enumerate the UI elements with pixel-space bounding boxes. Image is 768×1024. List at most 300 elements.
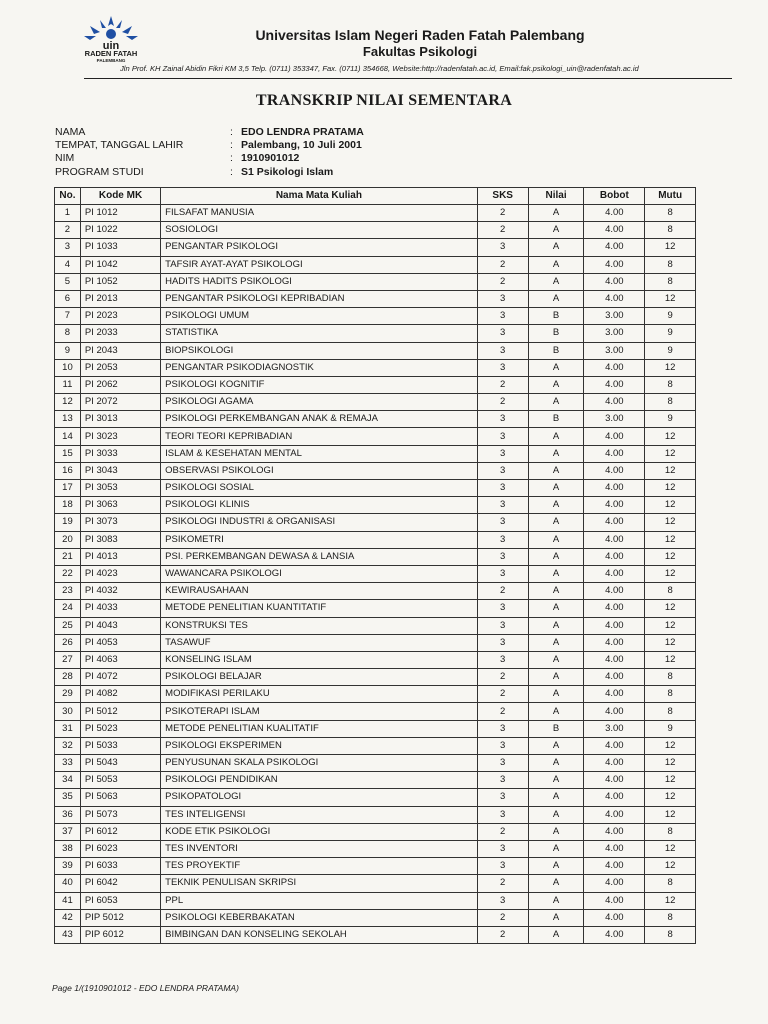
cell-no: 30 bbox=[55, 703, 81, 720]
cell-nilai: A bbox=[528, 755, 584, 772]
cell-kode-mk: PI 1042 bbox=[80, 256, 160, 273]
cell-sks: 3 bbox=[477, 480, 528, 497]
cell-mutu: 12 bbox=[645, 617, 696, 634]
cell-no: 22 bbox=[55, 565, 81, 582]
cell-nama-mata-kuliah: ISLAM & KESEHATAN MENTAL bbox=[161, 445, 477, 462]
cell-bobot: 4.00 bbox=[584, 703, 645, 720]
cell-bobot: 4.00 bbox=[584, 239, 645, 256]
identity-label: TEMPAT, TANGGAL LAHIR bbox=[55, 139, 184, 152]
cell-no: 33 bbox=[55, 755, 81, 772]
cell-nilai: A bbox=[528, 840, 584, 857]
identity-value: S1 Psikologi Islam bbox=[241, 165, 334, 178]
cell-bobot: 4.00 bbox=[584, 565, 645, 582]
cell-no: 42 bbox=[55, 909, 81, 926]
header-no: No. bbox=[55, 188, 81, 205]
cell-kode-mk: PI 4032 bbox=[80, 583, 160, 600]
cell-kode-mk: PI 4043 bbox=[80, 617, 160, 634]
cell-sks: 2 bbox=[477, 875, 528, 892]
cell-nilai: A bbox=[528, 600, 584, 617]
cell-kode-mk: PI 5033 bbox=[80, 737, 160, 754]
cell-nama-mata-kuliah: BIMBINGAN DAN KONSELING SEKOLAH bbox=[161, 926, 477, 943]
cell-no: 40 bbox=[55, 875, 81, 892]
cell-mutu: 9 bbox=[645, 720, 696, 737]
cell-nama-mata-kuliah: PSIKOLOGI EKSPERIMEN bbox=[161, 737, 477, 754]
cell-mutu: 12 bbox=[645, 428, 696, 445]
cell-nilai: A bbox=[528, 428, 584, 445]
cell-mutu: 12 bbox=[645, 755, 696, 772]
cell-sks: 3 bbox=[477, 600, 528, 617]
cell-no: 41 bbox=[55, 892, 81, 909]
cell-nama-mata-kuliah: STATISTIKA bbox=[161, 325, 477, 342]
cell-nilai: A bbox=[528, 480, 584, 497]
cell-bobot: 4.00 bbox=[584, 858, 645, 875]
table-row bbox=[55, 308, 696, 325]
cell-kode-mk: PI 4023 bbox=[80, 565, 160, 582]
cell-bobot: 4.00 bbox=[584, 686, 645, 703]
table-row bbox=[55, 686, 696, 703]
header-sks: SKS bbox=[477, 188, 528, 205]
cell-sks: 3 bbox=[477, 651, 528, 668]
cell-no: 9 bbox=[55, 342, 81, 359]
identity-colon: : bbox=[230, 126, 233, 138]
cell-kode-mk: PI 4082 bbox=[80, 686, 160, 703]
cell-kode-mk: PI 3033 bbox=[80, 445, 160, 462]
cell-sks: 3 bbox=[477, 290, 528, 307]
cell-bobot: 4.00 bbox=[584, 909, 645, 926]
identity-label: PROGRAM STUDI bbox=[55, 165, 144, 178]
cell-sks: 3 bbox=[477, 411, 528, 428]
cell-sks: 2 bbox=[477, 273, 528, 290]
cell-nilai: A bbox=[528, 617, 584, 634]
cell-kode-mk: PI 4013 bbox=[80, 548, 160, 565]
cell-nama-mata-kuliah: TASAWUF bbox=[161, 634, 477, 651]
cell-sks: 3 bbox=[477, 359, 528, 376]
cell-bobot: 4.00 bbox=[584, 823, 645, 840]
cell-nilai: A bbox=[528, 359, 584, 376]
cell-nilai: A bbox=[528, 858, 584, 875]
cell-bobot: 3.00 bbox=[584, 411, 645, 428]
cell-sks: 2 bbox=[477, 909, 528, 926]
table-row bbox=[55, 858, 696, 875]
cell-mutu: 12 bbox=[645, 806, 696, 823]
cell-mutu: 12 bbox=[645, 239, 696, 256]
cell-nama-mata-kuliah: PENYUSUNAN SKALA PSIKOLOGI bbox=[161, 755, 477, 772]
cell-no: 36 bbox=[55, 806, 81, 823]
cell-sks: 2 bbox=[477, 205, 528, 222]
cell-mutu: 8 bbox=[645, 222, 696, 239]
cell-kode-mk: PI 5073 bbox=[80, 806, 160, 823]
cell-no: 16 bbox=[55, 462, 81, 479]
cell-kode-mk: PI 6033 bbox=[80, 858, 160, 875]
cell-kode-mk: PI 2013 bbox=[80, 290, 160, 307]
cell-nama-mata-kuliah: BIOPSIKOLOGI bbox=[161, 342, 477, 359]
cell-nilai: A bbox=[528, 548, 584, 565]
cell-nilai: A bbox=[528, 394, 584, 411]
cell-nama-mata-kuliah: PSIKOLOGI AGAMA bbox=[161, 394, 477, 411]
table-row bbox=[55, 445, 696, 462]
page-title: TRANSKRIP NILAI SEMENTARA bbox=[255, 92, 513, 109]
cell-no: 26 bbox=[55, 634, 81, 651]
cell-mutu: 12 bbox=[645, 359, 696, 376]
cell-bobot: 4.00 bbox=[584, 290, 645, 307]
cell-no: 21 bbox=[55, 548, 81, 565]
cell-nilai: A bbox=[528, 634, 584, 651]
cell-nama-mata-kuliah: PSI. PERKEMBANGAN DEWASA & LANSIA bbox=[161, 548, 477, 565]
cell-sks: 2 bbox=[477, 376, 528, 393]
cell-no: 1 bbox=[55, 205, 81, 222]
table-row bbox=[55, 926, 696, 943]
cell-bobot: 4.00 bbox=[584, 359, 645, 376]
cell-bobot: 4.00 bbox=[584, 445, 645, 462]
cell-kode-mk: PIP 6012 bbox=[80, 926, 160, 943]
cell-bobot: 4.00 bbox=[584, 205, 645, 222]
cell-bobot: 4.00 bbox=[584, 755, 645, 772]
cell-nilai: A bbox=[528, 273, 584, 290]
table-row bbox=[55, 428, 696, 445]
cell-mutu: 8 bbox=[645, 394, 696, 411]
cell-bobot: 4.00 bbox=[584, 926, 645, 943]
logo-subcaption: PALEMBANG bbox=[96, 58, 126, 63]
header-nilai: Nilai bbox=[528, 188, 584, 205]
cell-sks: 3 bbox=[477, 428, 528, 445]
cell-bobot: 4.00 bbox=[584, 548, 645, 565]
cell-bobot: 4.00 bbox=[584, 428, 645, 445]
logo-uin-text: uin bbox=[102, 40, 120, 52]
uin-emblem-icon bbox=[78, 12, 144, 52]
cell-nama-mata-kuliah: TEKNIK PENULISAN SKRIPSI bbox=[161, 875, 477, 892]
cell-kode-mk: PI 3023 bbox=[80, 428, 160, 445]
cell-nilai: A bbox=[528, 703, 584, 720]
cell-bobot: 4.00 bbox=[584, 617, 645, 634]
table-row bbox=[55, 205, 696, 222]
cell-sks: 3 bbox=[477, 308, 528, 325]
cell-sks: 2 bbox=[477, 256, 528, 273]
cell-kode-mk: PI 5063 bbox=[80, 789, 160, 806]
cell-bobot: 4.00 bbox=[584, 462, 645, 479]
identity-label: NAMA bbox=[55, 126, 86, 138]
cell-mutu: 12 bbox=[645, 840, 696, 857]
cell-nilai: A bbox=[528, 239, 584, 256]
table-row bbox=[55, 411, 696, 428]
cell-no: 43 bbox=[55, 926, 81, 943]
cell-mutu: 12 bbox=[645, 634, 696, 651]
cell-sks: 3 bbox=[477, 720, 528, 737]
cell-nilai: A bbox=[528, 806, 584, 823]
table-row bbox=[55, 531, 696, 548]
cell-sks: 3 bbox=[477, 445, 528, 462]
cell-no: 4 bbox=[55, 256, 81, 273]
grades-table bbox=[54, 187, 696, 944]
table-row bbox=[55, 651, 696, 668]
cell-nama-mata-kuliah: HADITS HADITS PSIKOLOGI bbox=[161, 273, 477, 290]
cell-sks: 2 bbox=[477, 583, 528, 600]
cell-sks: 3 bbox=[477, 342, 528, 359]
header-kode-mk: Kode MK bbox=[80, 188, 160, 205]
cell-mutu: 12 bbox=[645, 514, 696, 531]
cell-bobot: 4.00 bbox=[584, 651, 645, 668]
identity-label: NIM bbox=[55, 152, 75, 165]
cell-nilai: A bbox=[528, 583, 584, 600]
header-divider bbox=[84, 78, 732, 79]
cell-sks: 3 bbox=[477, 462, 528, 479]
cell-nama-mata-kuliah: MODIFIKASI PERILAKU bbox=[161, 686, 477, 703]
cell-kode-mk: PI 1012 bbox=[80, 205, 160, 222]
cell-sks: 3 bbox=[477, 325, 528, 342]
cell-nilai: A bbox=[528, 565, 584, 582]
table-row bbox=[55, 256, 696, 273]
cell-bobot: 3.00 bbox=[584, 325, 645, 342]
table-row bbox=[55, 789, 696, 806]
table-row bbox=[55, 875, 696, 892]
cell-nama-mata-kuliah: TES INTELIGENSI bbox=[161, 806, 477, 823]
cell-nama-mata-kuliah: PSIKOLOGI KOGNITIF bbox=[161, 376, 477, 393]
cell-kode-mk: PI 1022 bbox=[80, 222, 160, 239]
cell-nama-mata-kuliah: PENGANTAR PSIKOLOGI bbox=[161, 239, 477, 256]
cell-mutu: 12 bbox=[645, 548, 696, 565]
cell-nama-mata-kuliah: METODE PENELITIAN KUANTITATIF bbox=[161, 600, 477, 617]
cell-bobot: 4.00 bbox=[584, 789, 645, 806]
table-row bbox=[55, 480, 696, 497]
cell-sks: 2 bbox=[477, 926, 528, 943]
cell-bobot: 4.00 bbox=[584, 634, 645, 651]
cell-nama-mata-kuliah: PENGANTAR PSIKODIAGNOSTIK bbox=[161, 359, 477, 376]
cell-mutu: 12 bbox=[645, 651, 696, 668]
cell-mutu: 8 bbox=[645, 273, 696, 290]
cell-no: 27 bbox=[55, 651, 81, 668]
cell-mutu: 9 bbox=[645, 308, 696, 325]
cell-bobot: 4.00 bbox=[584, 737, 645, 754]
identity-colon: : bbox=[230, 165, 233, 178]
cell-no: 35 bbox=[55, 789, 81, 806]
cell-nama-mata-kuliah: PSIKOLOGI PERKEMBANGAN ANAK & REMAJA bbox=[161, 411, 477, 428]
table-row bbox=[55, 892, 696, 909]
cell-bobot: 4.00 bbox=[584, 892, 645, 909]
table-row bbox=[55, 290, 696, 307]
cell-nama-mata-kuliah: KODE ETIK PSIKOLOGI bbox=[161, 823, 477, 840]
cell-kode-mk: PI 3053 bbox=[80, 480, 160, 497]
faculty-name: Fakultas Psikologi bbox=[362, 44, 478, 59]
cell-no: 39 bbox=[55, 858, 81, 875]
table-row bbox=[55, 565, 696, 582]
cell-mutu: 8 bbox=[645, 926, 696, 943]
cell-kode-mk: PI 3043 bbox=[80, 462, 160, 479]
cell-mutu: 8 bbox=[645, 669, 696, 686]
identity-value: Palembang, 10 Juli 2001 bbox=[241, 139, 362, 152]
table-row bbox=[55, 909, 696, 926]
cell-sks: 3 bbox=[477, 565, 528, 582]
table-row bbox=[55, 720, 696, 737]
cell-mutu: 12 bbox=[645, 497, 696, 514]
cell-no: 28 bbox=[55, 669, 81, 686]
cell-nilai: A bbox=[528, 686, 584, 703]
cell-mutu: 8 bbox=[645, 703, 696, 720]
cell-nilai: A bbox=[528, 772, 584, 789]
cell-sks: 3 bbox=[477, 617, 528, 634]
cell-kode-mk: PI 6012 bbox=[80, 823, 160, 840]
cell-nilai: A bbox=[528, 514, 584, 531]
cell-bobot: 4.00 bbox=[584, 531, 645, 548]
cell-nilai: A bbox=[528, 789, 584, 806]
table-row bbox=[55, 772, 696, 789]
header-bobot: Bobot bbox=[584, 188, 645, 205]
cell-nama-mata-kuliah: SOSIOLOGI bbox=[161, 222, 477, 239]
cell-sks: 3 bbox=[477, 497, 528, 514]
cell-kode-mk: PI 2053 bbox=[80, 359, 160, 376]
cell-kode-mk: PI 2043 bbox=[80, 342, 160, 359]
identity-colon: : bbox=[230, 152, 233, 165]
cell-no: 24 bbox=[55, 600, 81, 617]
logo-caption: RADEN FATAH bbox=[84, 49, 138, 58]
cell-no: 37 bbox=[55, 823, 81, 840]
cell-bobot: 4.00 bbox=[584, 376, 645, 393]
cell-nama-mata-kuliah: WAWANCARA PSIKOLOGI bbox=[161, 565, 477, 582]
table-row bbox=[55, 703, 696, 720]
cell-nilai: A bbox=[528, 892, 584, 909]
cell-sks: 3 bbox=[477, 840, 528, 857]
cell-mutu: 8 bbox=[645, 823, 696, 840]
table-row bbox=[55, 376, 696, 393]
cell-nama-mata-kuliah: TES INVENTORI bbox=[161, 840, 477, 857]
cell-mutu: 12 bbox=[645, 565, 696, 582]
table-row bbox=[55, 755, 696, 772]
cell-nama-mata-kuliah: OBSERVASI PSIKOLOGI bbox=[161, 462, 477, 479]
cell-nilai: A bbox=[528, 669, 584, 686]
table-row bbox=[55, 634, 696, 651]
cell-kode-mk: PI 2062 bbox=[80, 376, 160, 393]
cell-sks: 3 bbox=[477, 531, 528, 548]
cell-bobot: 4.00 bbox=[584, 222, 645, 239]
cell-mutu: 12 bbox=[645, 445, 696, 462]
cell-nilai: B bbox=[528, 411, 584, 428]
cell-kode-mk: PI 3063 bbox=[80, 497, 160, 514]
cell-nilai: B bbox=[528, 308, 584, 325]
cell-mutu: 8 bbox=[645, 376, 696, 393]
cell-kode-mk: PI 6042 bbox=[80, 875, 160, 892]
cell-nilai: A bbox=[528, 909, 584, 926]
cell-sks: 3 bbox=[477, 514, 528, 531]
table-row bbox=[55, 342, 696, 359]
cell-nama-mata-kuliah: PSIKOTERAPI ISLAM bbox=[161, 703, 477, 720]
cell-no: 25 bbox=[55, 617, 81, 634]
cell-bobot: 3.00 bbox=[584, 308, 645, 325]
cell-no: 12 bbox=[55, 394, 81, 411]
cell-kode-mk: PI 2072 bbox=[80, 394, 160, 411]
cell-kode-mk: PI 5012 bbox=[80, 703, 160, 720]
cell-no: 19 bbox=[55, 514, 81, 531]
cell-sks: 2 bbox=[477, 703, 528, 720]
table-row bbox=[55, 273, 696, 290]
cell-bobot: 4.00 bbox=[584, 669, 645, 686]
cell-kode-mk: PI 4033 bbox=[80, 600, 160, 617]
cell-sks: 3 bbox=[477, 634, 528, 651]
table-row bbox=[55, 394, 696, 411]
cell-bobot: 3.00 bbox=[584, 342, 645, 359]
cell-mutu: 8 bbox=[645, 256, 696, 273]
cell-bobot: 4.00 bbox=[584, 840, 645, 857]
cell-no: 18 bbox=[55, 497, 81, 514]
cell-bobot: 4.00 bbox=[584, 600, 645, 617]
cell-nama-mata-kuliah: TAFSIR AYAT-AYAT PSIKOLOGI bbox=[161, 256, 477, 273]
cell-nilai: A bbox=[528, 256, 584, 273]
cell-mutu: 9 bbox=[645, 325, 696, 342]
cell-nama-mata-kuliah: PSIKOLOGI BELAJAR bbox=[161, 669, 477, 686]
cell-mutu: 12 bbox=[645, 858, 696, 875]
identity-value: 1910901012 bbox=[241, 152, 300, 165]
table-row bbox=[55, 737, 696, 754]
cell-nama-mata-kuliah: PPL bbox=[161, 892, 477, 909]
cell-mutu: 12 bbox=[645, 772, 696, 789]
cell-mutu: 12 bbox=[645, 789, 696, 806]
cell-nilai: A bbox=[528, 445, 584, 462]
cell-no: 20 bbox=[55, 531, 81, 548]
cell-nilai: A bbox=[528, 497, 584, 514]
cell-sks: 3 bbox=[477, 789, 528, 806]
address-line: Jln Prof. KH Zainal Abidin Fikri KM 3,5 Telp. (0711) 353347, Fax. (0711) 354668, Website:http://radenfatah.ac.id, Email:fak.psikologi_uin@radenfatah.ac.id bbox=[120, 64, 639, 73]
table-row bbox=[55, 806, 696, 823]
cell-kode-mk: PI 5053 bbox=[80, 772, 160, 789]
cell-bobot: 4.00 bbox=[584, 497, 645, 514]
cell-nilai: B bbox=[528, 342, 584, 359]
cell-mutu: 12 bbox=[645, 290, 696, 307]
cell-nilai: A bbox=[528, 376, 584, 393]
cell-sks: 3 bbox=[477, 892, 528, 909]
university-logo bbox=[78, 12, 144, 70]
table-row bbox=[55, 497, 696, 514]
cell-no: 13 bbox=[55, 411, 81, 428]
cell-sks: 2 bbox=[477, 222, 528, 239]
cell-kode-mk: PI 6053 bbox=[80, 892, 160, 909]
cell-nama-mata-kuliah: PSIKOLOGI UMUM bbox=[161, 308, 477, 325]
cell-no: 32 bbox=[55, 737, 81, 754]
table-row bbox=[55, 840, 696, 857]
cell-mutu: 12 bbox=[645, 462, 696, 479]
cell-mutu: 12 bbox=[645, 480, 696, 497]
cell-bobot: 4.00 bbox=[584, 514, 645, 531]
cell-nilai: B bbox=[528, 325, 584, 342]
cell-bobot: 4.00 bbox=[584, 394, 645, 411]
cell-sks: 2 bbox=[477, 669, 528, 686]
cell-mutu: 8 bbox=[645, 909, 696, 926]
cell-sks: 3 bbox=[477, 858, 528, 875]
cell-bobot: 4.00 bbox=[584, 256, 645, 273]
cell-kode-mk: PI 4072 bbox=[80, 669, 160, 686]
cell-bobot: 4.00 bbox=[584, 772, 645, 789]
table-row bbox=[55, 239, 696, 256]
cell-nilai: A bbox=[528, 462, 584, 479]
cell-nilai: A bbox=[528, 926, 584, 943]
cell-mutu: 8 bbox=[645, 686, 696, 703]
cell-bobot: 4.00 bbox=[584, 875, 645, 892]
cell-nama-mata-kuliah: KONSELING ISLAM bbox=[161, 651, 477, 668]
university-name: Universitas Islam Negeri Raden Fatah Palembang bbox=[255, 27, 585, 43]
cell-nilai: A bbox=[528, 205, 584, 222]
cell-no: 5 bbox=[55, 273, 81, 290]
table-row bbox=[55, 514, 696, 531]
table-row bbox=[55, 823, 696, 840]
cell-mutu: 9 bbox=[645, 411, 696, 428]
cell-nama-mata-kuliah: METODE PENELITIAN KUALITATIF bbox=[161, 720, 477, 737]
cell-nama-mata-kuliah: PSIKOLOGI KEBERBAKATAN bbox=[161, 909, 477, 926]
cell-sks: 3 bbox=[477, 548, 528, 565]
cell-nilai: A bbox=[528, 875, 584, 892]
cell-nama-mata-kuliah: PSIKOLOGI INDUSTRI & ORGANISASI bbox=[161, 514, 477, 531]
cell-kode-mk: PI 2033 bbox=[80, 325, 160, 342]
cell-nama-mata-kuliah: FILSAFAT MANUSIA bbox=[161, 205, 477, 222]
table-row bbox=[55, 617, 696, 634]
cell-kode-mk: PI 1052 bbox=[80, 273, 160, 290]
cell-kode-mk: PI 5043 bbox=[80, 755, 160, 772]
cell-nama-mata-kuliah: TES PROYEKTIF bbox=[161, 858, 477, 875]
